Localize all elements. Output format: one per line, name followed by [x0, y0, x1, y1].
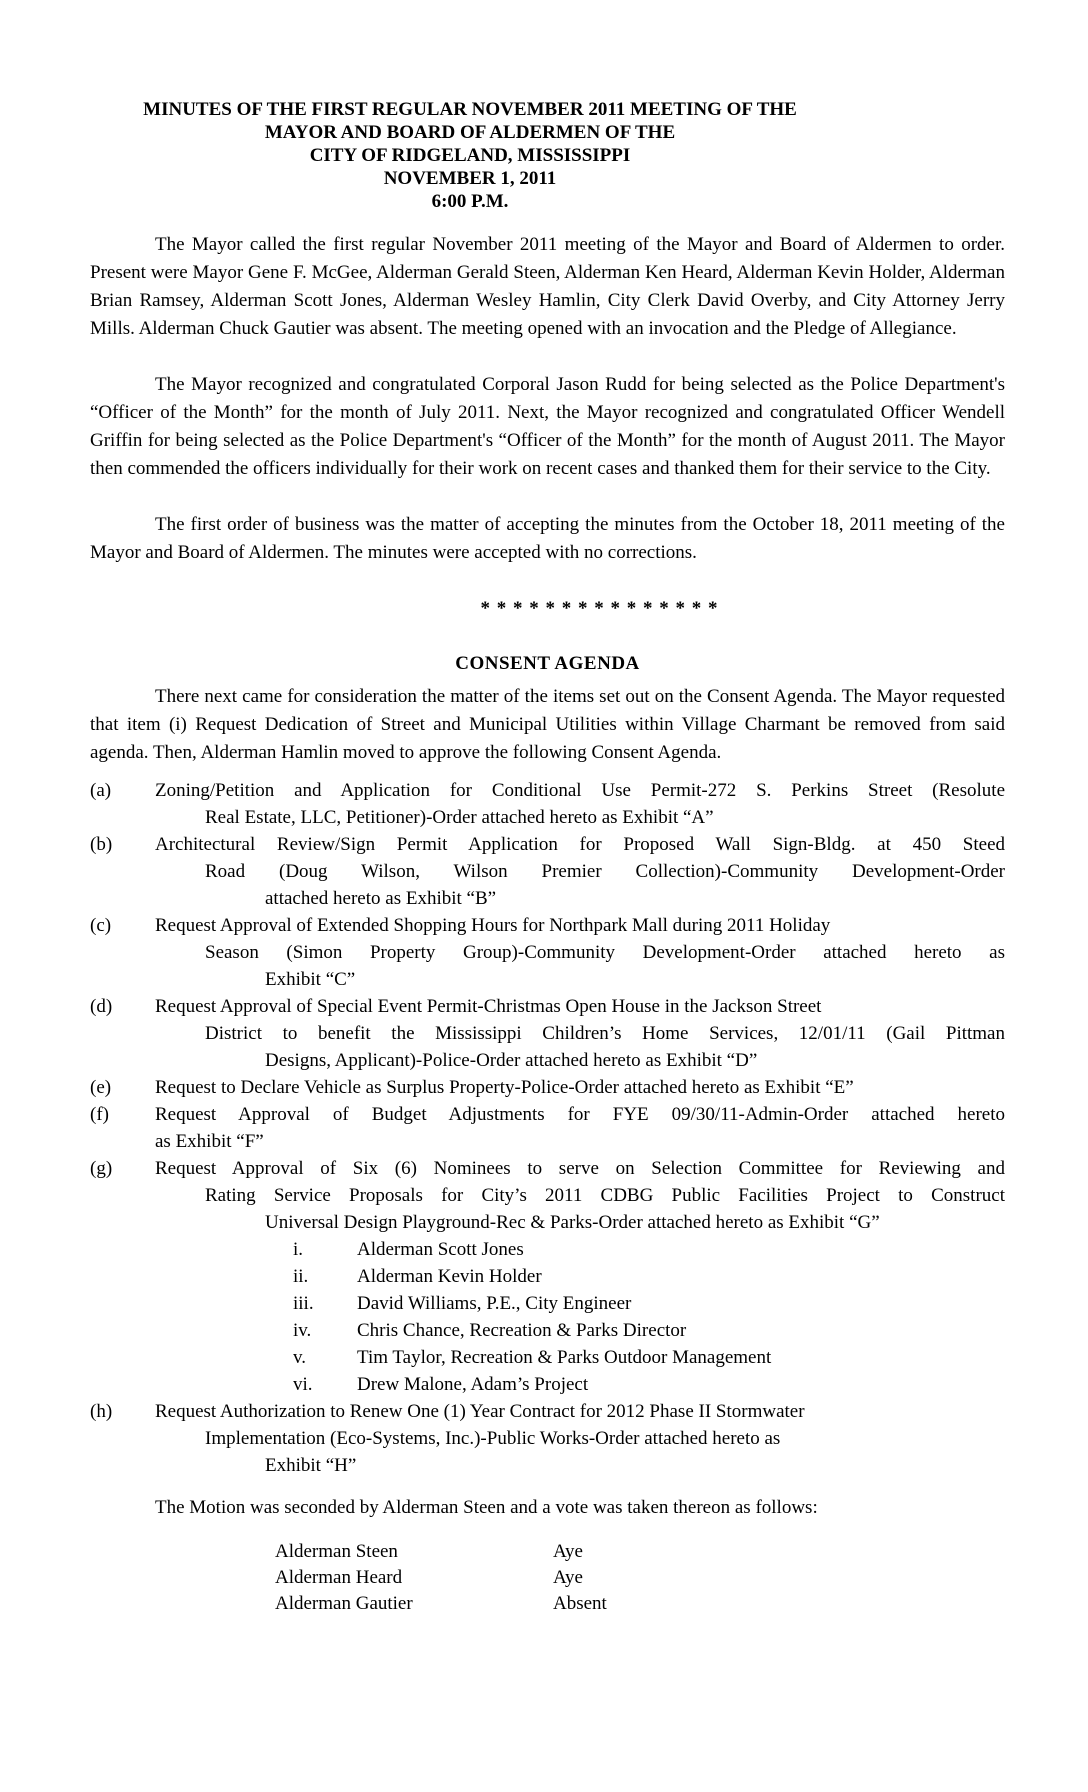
agenda-item-g [90, 1155, 1005, 1398]
agenda-item-label: (f) [90, 1104, 109, 1125]
vote-alderman-name: Alderman Heard [275, 1567, 403, 1588]
vote-value: Aye [553, 1567, 583, 1588]
nominee-row [293, 1263, 1005, 1290]
vote-row [275, 1539, 1005, 1565]
nominee-row [293, 1290, 1005, 1317]
nominee-name: Alderman Kevin Holder [357, 1266, 542, 1287]
agenda-item-a [90, 777, 1005, 831]
title-line-1: MINUTES OF THE FIRST REGULAR NOVEMBER 2011 MEETING OF THE [143, 99, 797, 120]
nominee-name: Drew Malone, Adam’s Project [357, 1374, 589, 1395]
agenda-item-text-line: Season (Simon Property Group)-Community Development-Order attached hereto as [205, 942, 1005, 963]
agenda-item-text-line: Request Authorization to Renew One (1) Year Contract for 2012 Phase II Stormwater [155, 1401, 805, 1422]
agenda-item-text-line: Designs, Applicant)-Police-Order attached hereto as Exhibit “D” [265, 1050, 758, 1071]
vote-table [275, 1539, 1005, 1617]
consent-agenda-list [90, 777, 1005, 1479]
nominee-name: Chris Chance, Recreation & Parks Director [357, 1320, 687, 1341]
vote-row [275, 1591, 1005, 1617]
agenda-item-d [90, 993, 1005, 1074]
agenda-item-text-line: Request Approval of Special Event Permit-Christmas Open House in the Jackson Street [155, 996, 822, 1017]
agenda-item-label: (b) [90, 834, 113, 855]
title-line-3: CITY OF RIDGELAND, MISSISSIPPI [309, 145, 631, 166]
nominee-row [293, 1317, 1005, 1344]
agenda-item-b [90, 831, 1005, 912]
agenda-item-label: (h) [90, 1401, 113, 1422]
nominee-row [293, 1371, 1005, 1398]
agenda-item-label: (g) [90, 1158, 113, 1179]
agenda-item-label: (a) [90, 780, 112, 801]
agenda-item-label: (d) [90, 996, 113, 1017]
nominee-numeral: iii. [293, 1293, 314, 1314]
vote-row [275, 1565, 1005, 1591]
agenda-item-text-line: Implementation (Eco-Systems, Inc.)-Public Works-Order attached hereto as [205, 1428, 781, 1449]
paragraph-consent-intro: There next came for consideration the matter of the items set out on the Consent Agenda. The Mayor requested that item (i) Request Dedication of Street and Municipal Utilities within Village Charmant be removed from said agenda. Then, Alderman Hamlin moved to approve the following Consent Agenda. [90, 686, 1005, 763]
agenda-item-text-line: District to benefit the Mississippi Children’s Home Services, 12/01/11 (Gail Pittman [205, 1023, 1005, 1044]
agenda-item-label: (c) [90, 915, 112, 936]
nominee-name: David Williams, P.E., City Engineer [357, 1293, 632, 1314]
vote-value: Aye [553, 1541, 583, 1562]
asterisk-separator: * * * * * * * * * * * * * * * [480, 598, 719, 619]
nominee-numeral: i. [293, 1239, 304, 1260]
agenda-item-f [90, 1101, 1005, 1155]
agenda-item-text-line: attached hereto as Exhibit “B” [265, 888, 497, 909]
agenda-item-e [90, 1074, 1005, 1101]
title-line-time: 6:00 P.M. [431, 191, 509, 212]
agenda-item-h [90, 1398, 1005, 1479]
agenda-item-c [90, 912, 1005, 993]
nominee-row [293, 1344, 1005, 1371]
agenda-item-label: (e) [90, 1077, 112, 1098]
title-line-2: MAYOR AND BOARD OF ALDERMEN OF THE [264, 122, 676, 143]
agenda-item-text-line: Road (Doug Wilson, Wilson Premier Collection)-Community Development-Order [205, 861, 1005, 882]
agenda-item-text-line: Request Approval of Extended Shopping Hours for Northpark Mall during 2011 Holiday [155, 915, 831, 936]
agenda-item-text-line: Request Approval of Six (6) Nominees to serve on Selection Committee for Reviewing and [155, 1158, 1005, 1179]
agenda-item-text-line: Architectural Review/Sign Permit Application for Proposed Wall Sign-Bldg. at 450 Steed [155, 834, 1005, 855]
agenda-item-text-line: Request to Declare Vehicle as Surplus Property-Police-Order attached hereto as Exhibit “E” [155, 1077, 854, 1098]
vote-alderman-name: Alderman Gautier [275, 1593, 413, 1614]
vote-value: Absent [553, 1593, 607, 1614]
vote-alderman-name: Alderman Steen [275, 1541, 398, 1562]
nominee-numeral: vi. [293, 1374, 313, 1395]
agenda-item-text-line: Exhibit “C” [265, 969, 356, 990]
nominee-name: Tim Taylor, Recreation & Parks Outdoor Management [357, 1347, 772, 1368]
paragraph-officer-recognition: The Mayor recognized and congratulated Corporal Jason Rudd for being selected as the Police Department's “Officer of the Month” for the month of July 2011. Next, the Mayor recognized and congratulated Officer Wendell Griffin for being selected as the Police Department's “Officer of the Month” for the month of August 2011. The Mayor then commended the officers individually for their work on recent cases and thanked them for their service to the City. [90, 374, 1005, 479]
nominee-numeral: v. [293, 1347, 307, 1368]
nominee-numeral: ii. [293, 1266, 309, 1287]
nominee-numeral: iv. [293, 1320, 312, 1341]
paragraph-call-to-order: The Mayor called the first regular November 2011 meeting of the Mayor and Board of Aldermen to order. Present were Mayor Gene F. McGee, Alderman Gerald Steen, Alderman Ken Heard, Alderman Kevin Holder, Alderman Brian Ramsey, Alderman Scott Jones, Alderman Wesley Hamlin, City Clerk David Overby, and City Attorney Jerry Mills. Alderman Chuck Gautier was absent. The meeting opened with an invocation and the Pledge of Allegiance. [90, 234, 1005, 339]
document-title [90, 98, 850, 213]
agenda-item-text-line: Request Approval of Budget Adjustments for FYE 09/30/11-Admin-Order attached hereto [155, 1104, 1005, 1125]
nominee-name: Alderman Scott Jones [357, 1239, 524, 1260]
nominee-row [293, 1236, 1005, 1263]
agenda-item-text-line: Rating Service Proposals for City’s 2011 CDBG Public Facilities Project to Construct [205, 1185, 1005, 1206]
title-line-date: NOVEMBER 1, 2011 [383, 168, 557, 189]
paragraph-minutes-acceptance: The first order of business was the matter of accepting the minutes from the October 18, 2011 meeting of the Mayor and Board of Aldermen. The minutes were accepted with no corrections. [90, 514, 1005, 563]
agenda-item-text-line: Zoning/Petition and Application for Conditional Use Permit-272 S. Perkins Street (Resolute [155, 780, 1005, 801]
agenda-item-text-line: as Exhibit “F” [155, 1131, 264, 1152]
agenda-item-text-line: Exhibit “H” [265, 1455, 357, 1476]
paragraph-motion-seconded: The Motion was seconded by Alderman Steen and a vote was taken thereon as follows: [155, 1497, 818, 1518]
section-heading-consent-agenda: CONSENT AGENDA [455, 653, 640, 674]
agenda-item-text-line: Real Estate, LLC, Petitioner)-Order attached hereto as Exhibit “A” [205, 807, 714, 828]
agenda-item-text-line: Universal Design Playground-Rec & Parks-Order attached hereto as Exhibit “G” [265, 1212, 880, 1233]
